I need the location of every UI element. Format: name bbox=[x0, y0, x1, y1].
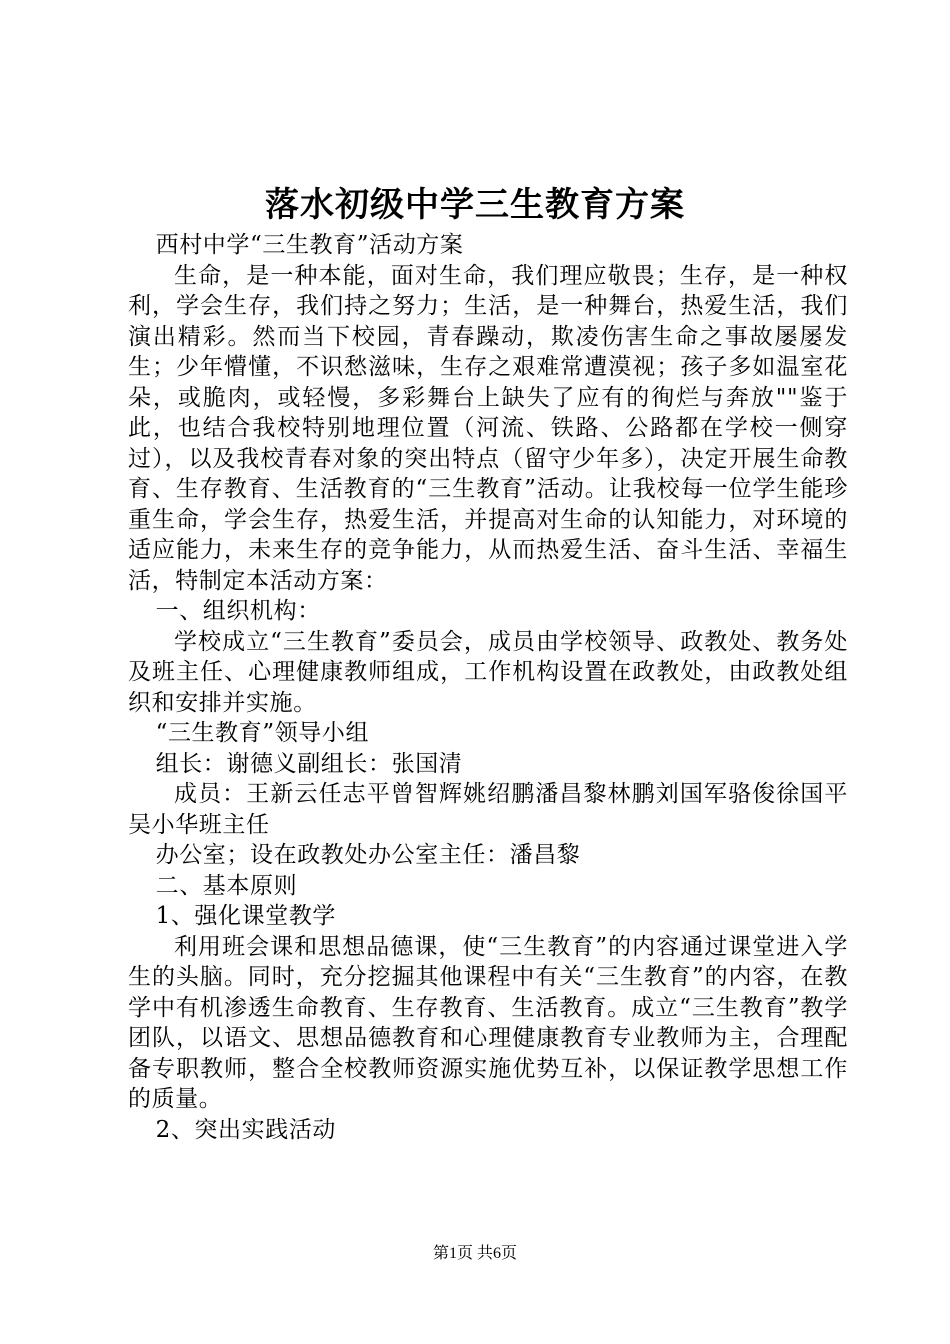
paragraph-intro: 生命，是一种本能，面对生命，我们理应敬畏；生存，是一种权利，学会生存，我们持之努力；生活，是一种舞台，热爱生活，我们演出精彩。然而当下校园，青春躁动，欺凌伤害生命之事故屡屡发生；少年懵懂，不识愁滋味，生存之艰难常遭漠视；孩子多如温室花朵，或脆肉，或轻慢，多彩舞台上缺失了应有的徇烂与奔放""鉴于此，也结合我校特别地理位置（河流、铁路、公路都在学校一侧穿过），以及我校青春对象的突出特点（留守少年多），决定开展生命教育、生存教育、生活教育的“三生教育”活动。让我校每一位学生能珍重生命，学会生存，热爱生活，并提高对生命的认知能力，对环境的适应能力，未来生存的竞争能力，从而热爱生活、奋斗生活、幸福生活，特制定本活动方案： bbox=[128, 262, 848, 594]
paragraph-members: 成员：王新云任志平曾智辉姚绍鹏潘昌黎林鹏刘国军骆俊徐国平吴小华班主任 bbox=[128, 781, 848, 838]
paragraph-office: 办公室；设在政教处办公室主任：潘昌黎 bbox=[155, 842, 581, 868]
document-body bbox=[128, 230, 848, 1145]
paragraph-leaders: 组长：谢德义副组长：张国清 bbox=[155, 750, 463, 777]
heading-organization: 一、组织机构： bbox=[155, 598, 321, 624]
paragraph-classroom-teaching: 利用班会课和思想品德课，使“三生教育”的内容通过课堂进入学生的头脑。同时，充分挖掘其他课程中有关“三生教育”的内容，在教学中有机渗透生命教育、生存教育、生活教育。成立“三生教育”教学团队，以语文、思想品德教育和心理健康教育专业教师为主，合理配备专职教师，整合全校教师资源实施优势互补，以保证教学思想工作的质量。 bbox=[128, 933, 848, 1112]
heading-leadership-group: “三生教育”领导小组 bbox=[155, 720, 370, 746]
heading-classroom-teaching: 1、强化课堂教学 bbox=[155, 903, 337, 929]
document-title: 落水初级中学三生教育方案 bbox=[265, 185, 685, 225]
paragraph-committee: 学校成立“三生教育”委员会，成员由学校领导、政教处、教务处及班主任、心理健康教师组成，工作机构设置在政教处，由政教处组织和安排并实施。 bbox=[128, 628, 848, 716]
page-number: 第1页 共6页 bbox=[432, 1245, 517, 1262]
paragraph-subtitle: 西村中学“三生教育”活动方案 bbox=[155, 232, 464, 258]
heading-practice-activities: 2、突出实践活动 bbox=[155, 1116, 337, 1143]
heading-principles: 二、基本原则 bbox=[155, 872, 298, 899]
